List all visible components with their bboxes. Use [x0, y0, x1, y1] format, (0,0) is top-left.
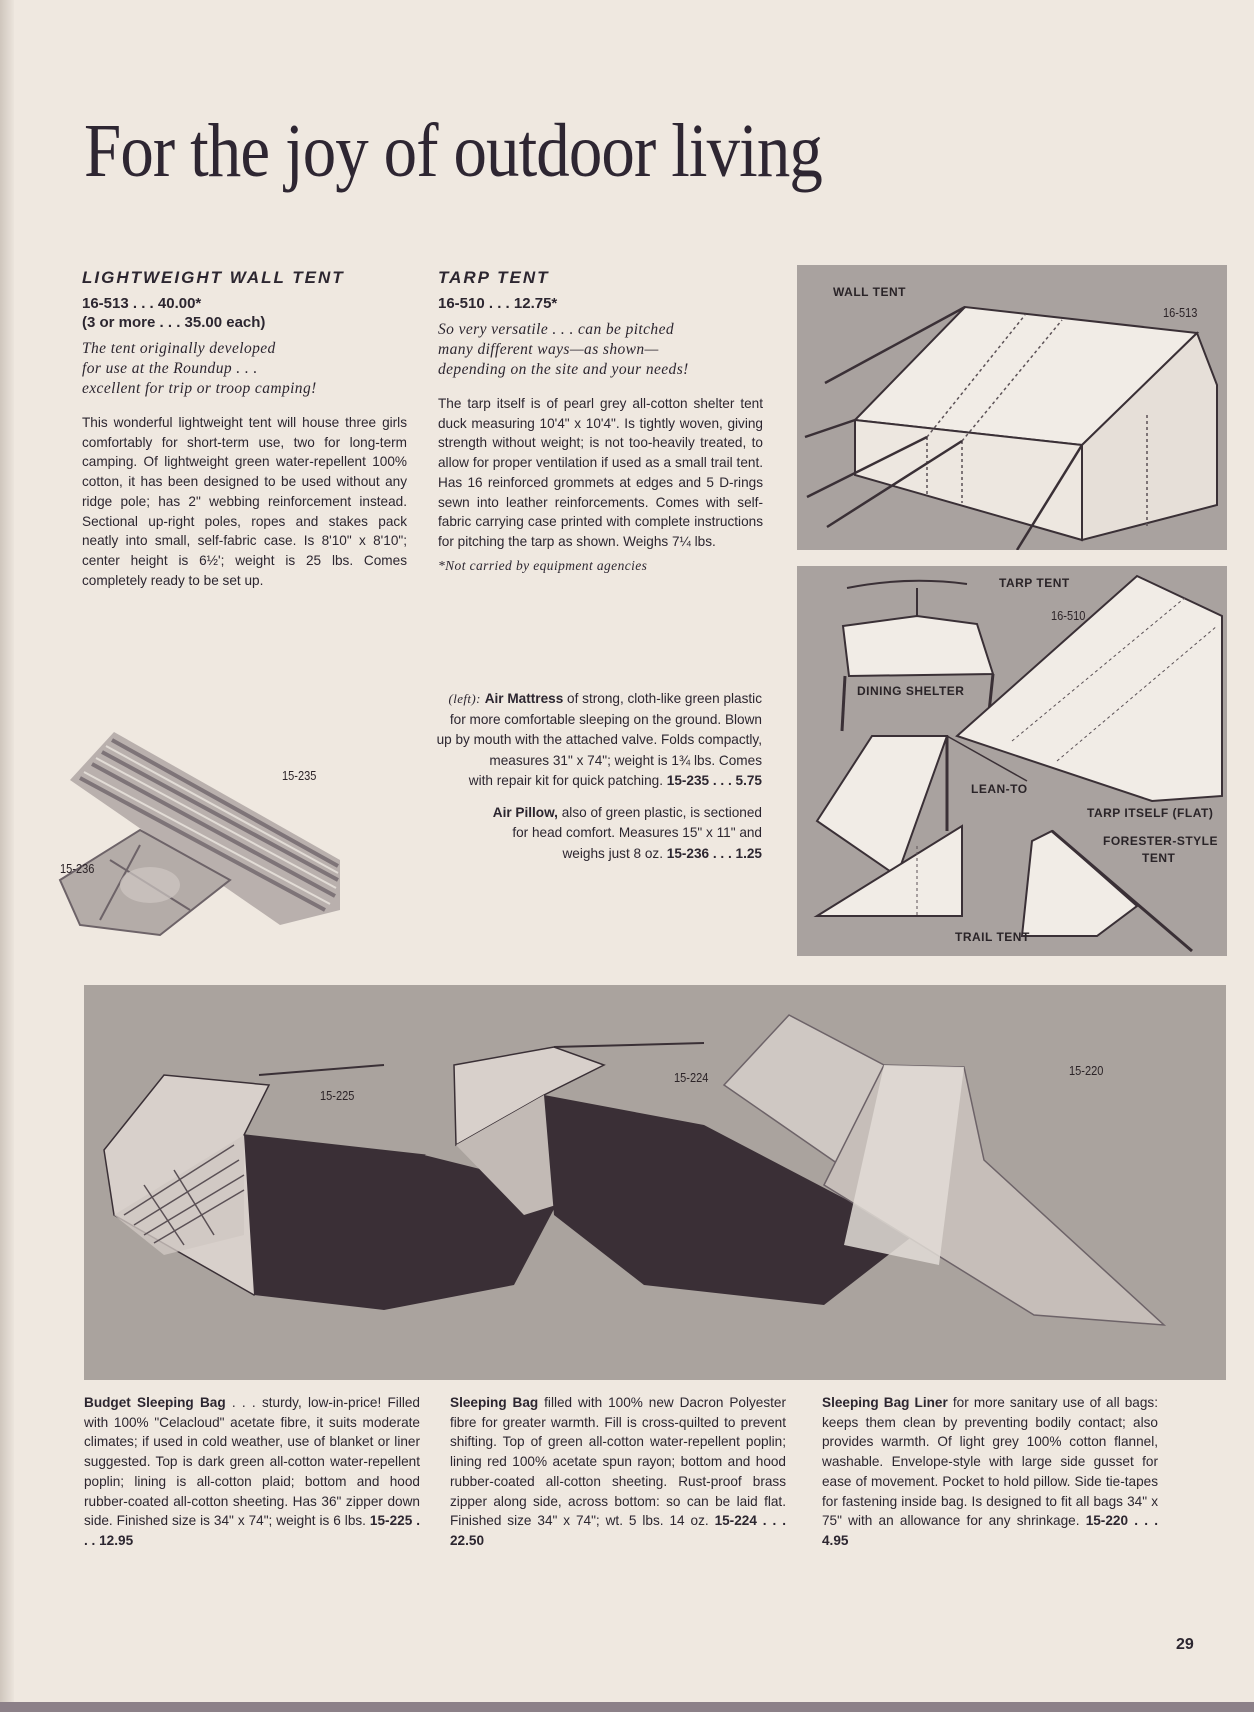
page-bottom-edge — [0, 1702, 1254, 1712]
budget-bag-text: . . . sturdy, low-in-price! Filled with 100% "Celacloud" acetate fibre, it suits moderate climates; if used in cold weather, use of blanket or liner suggested. Top is dark green all-cotton water-repellent poplin; lining is all-cotton plaid; bottom and hood rubber-coated all-cotton sheeting. Has 36" zipper down side. Finished size is 34" x 74"; weight is 6 lbs. — [84, 1395, 420, 1529]
air-pillow-name: Air Pillow, — [492, 804, 558, 820]
liner-text: for more sanitary use of all bags: keeps them clean by preventing bodily contact; also provides warmth. Of light grey 100% cotton flannel, washable. Envelope-style with large side gusset for ease of movement. Pocket to hold pillow. Side tie-tapes for fastening inside bag. Is designed to fit all bags 34" x 75" with an allowance for any shrinkage. — [822, 1395, 1158, 1529]
forester-tent-label-1: FORESTER-STYLE — [1103, 834, 1219, 848]
dacron-bag-text: filled with 100% new Dacron Polyester fibre for greater warmth. Fill is cross-quilted to prevent shifting. Top of green all-cotton water-repellent poplin; lining red 100% acetate spun rayon; bottom and hood rubber-coated all-cotton sheeting. Rust-proof brass zipper along side, across bottom: so can be laid flat. Finished size 34" x 74"; wt. 5 lbs. 14 oz. — [450, 1395, 787, 1529]
liner-name: Sleeping Bag Liner — [822, 1395, 948, 1410]
tarp-tent-description: The tarp itself is of pearl grey all-cotton shelter tent duck measuring 10'4" x 10'4". Is tightly woven, giving strength without weight; is not too-heavily treated, to allow for proper ventilation if used as a small trail tent. Has 16 reinforced grommets at edges and 5 D-rings sewn into leather reinforcements. Comes with self-fabric carrying case printed with complete instructions for pitching the tarp as shown. Weighs 7¼ lbs. — [438, 396, 763, 549]
wall-tent-tagline — [82, 339, 407, 399]
pillow-code-label: 15-236 — [60, 861, 95, 876]
copy-line: up by mouth with the attached valve. Folds compactly, — [436, 732, 762, 747]
air-mattress-price: 15-235 . . . 5.75 — [666, 773, 762, 788]
mattress-code-label: 15-235 — [282, 768, 317, 783]
dacron-bag-name: Sleeping Bag — [450, 1395, 539, 1410]
lean-to-label: LEAN-TO — [971, 782, 1028, 796]
page-edge — [0, 0, 14, 1712]
tarp-tent-section — [438, 268, 763, 576]
budget-bag-price: 15-225 . . . 12.95 — [84, 1513, 420, 1548]
copy-line: for more comfortable sleeping on the ground. Blown — [449, 711, 762, 727]
tarp-tent-drawing — [797, 566, 1227, 956]
wall-tent-section — [82, 268, 407, 590]
wall-tent-description: This wonderful lightweight tent will house three girls comfortably for short-term use, two for long-term camping. Of lightweight green water-repellent 100% cotton, it has been designed to be used without any ridge pole; has 2" webbing reinforcement instead. Sectional up-right poles, ropes and stakes pack neatly into small, self-fabric case. Is 8'10" x 8'10"; center height is 6½'; weight is 25 lbs. Comes completely ready to be set up. — [82, 415, 407, 588]
budget-bag-name: Budget Sleeping Bag — [84, 1395, 226, 1410]
dining-shelter-graphic — [842, 581, 993, 731]
forester-tent-graphic — [1022, 831, 1192, 951]
copy-line: for head comfort. Measures 15" x 11" and — [512, 825, 762, 840]
tagline-line: depending on the site and your needs! — [438, 361, 689, 378]
page-number: 29 — [1176, 1636, 1194, 1653]
liner-code-label: 15-220 — [1069, 1063, 1104, 1078]
tagline-line: The tent originally developed — [82, 340, 276, 357]
air-pillow-price: 15-236 . . . 1.25 — [666, 845, 762, 861]
tarp-tent-tagline — [438, 320, 763, 380]
wall-tent-price: 16-513 . . . 40.00* — [82, 295, 202, 312]
budget-bag-description — [84, 1393, 420, 1551]
wall-tent-code-label: 16-513 — [1163, 305, 1198, 320]
copy-line: of strong, cloth-like green plastic — [567, 691, 762, 706]
tarp-tent-heading: TARP TENT — [438, 268, 550, 287]
dacron-bag-price: 15-224 . . . 22.50 — [450, 1513, 786, 1548]
tarp-tent-price: 16-510 . . . 12.75* — [438, 295, 558, 312]
wall-tent-bulk-price: (3 or more . . . 35.00 each) — [82, 314, 266, 331]
copy-line: measures 31" x 74"; weight is 1¾ lbs. Comes — [489, 752, 762, 768]
left-prefix: (left): — [448, 691, 481, 706]
footnote: *Not carried by equipment agencies — [438, 557, 648, 573]
air-mattress-name: Air Mattress — [484, 691, 564, 706]
page-title: For the joy of outdoor living — [84, 109, 822, 193]
tagline-line: many different ways—as shown— — [438, 341, 659, 358]
air-mattress-illustration — [40, 720, 340, 940]
tarp-tent-code-label: 16-510 — [1051, 608, 1086, 623]
tarp-flat-graphic — [957, 576, 1222, 801]
copy-line: also of green plastic, is sectioned — [561, 804, 762, 820]
tarp-tent-panel — [797, 566, 1227, 956]
copy-line: with repair kit for quick patching. — [468, 773, 663, 788]
tagline-line: So very versatile . . . can be pitched — [438, 321, 674, 338]
air-mattress-copy — [330, 689, 762, 864]
wall-tent-panel — [797, 265, 1227, 550]
tagline-line: for use at the Roundup . . . — [82, 360, 258, 377]
wall-tent-heading: LIGHTWEIGHT WALL TENT — [82, 268, 345, 287]
budget-bag-code-label: 15-225 — [320, 1088, 355, 1103]
dacron-bag-description — [450, 1393, 786, 1551]
copy-line: weighs just 8 oz. — [562, 845, 663, 861]
tarp-tent-label: TARP TENT — [999, 576, 1070, 590]
dining-shelter-label: DINING SHELTER — [857, 684, 965, 698]
trail-tent-label: TRAIL TENT — [955, 930, 1030, 944]
sleeping-bags-drawing — [84, 985, 1226, 1380]
dacron-bag-code-label: 15-224 — [674, 1070, 709, 1085]
tarp-flat-label: TARP ITSELF (FLAT) — [1087, 806, 1214, 820]
forester-tent-label-2: TENT — [1142, 851, 1176, 865]
sleeping-bags-panel — [84, 985, 1226, 1380]
liner-description — [822, 1393, 1158, 1551]
wall-tent-label: WALL TENT — [833, 285, 906, 299]
liner-price: 15-220 . . . 4.95 — [822, 1513, 1158, 1548]
tagline-line: excellent for trip or troop camping! — [82, 380, 317, 397]
